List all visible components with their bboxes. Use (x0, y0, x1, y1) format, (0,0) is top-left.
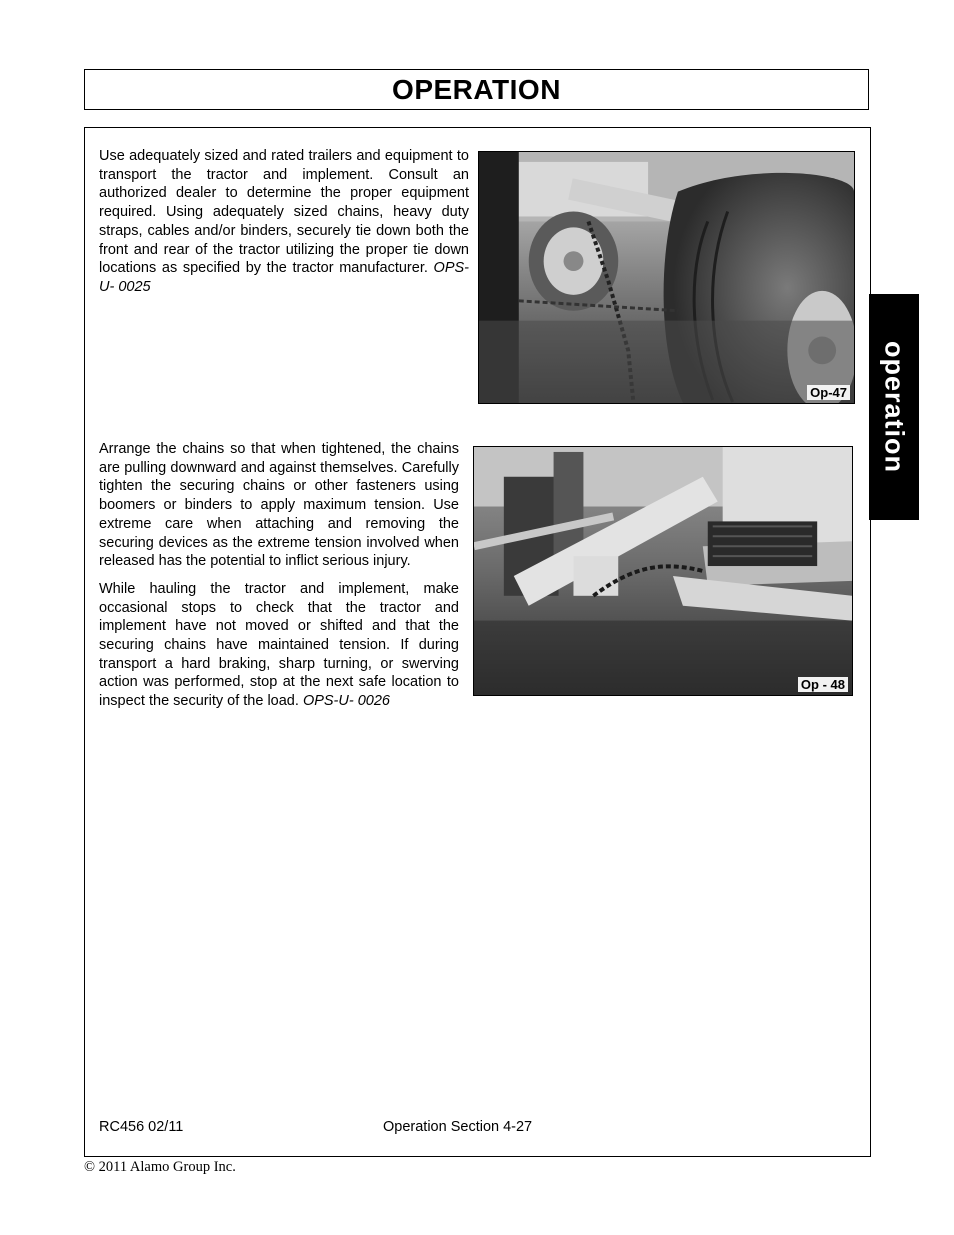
footer-page-number: Operation Section 4-27 (383, 1119, 533, 1135)
page-title: OPERATION (392, 73, 561, 105)
photo-label-op48: Op - 48 (798, 677, 848, 692)
side-tab-label: operation (879, 340, 910, 473)
transport-text: Use adequately sized and rated trailers and equipment to transport the tractor and implement. Consult an authorized dealer to determine the proper equipment required. Using adequately sized chains, heavy duty straps, cables and/or binders, securely tie down both the front and rear of the tractor utilizing the proper tie down locations as specified by the tractor manufacturer. (99, 148, 469, 277)
hauling-code: OPS-U- 0026 (302, 693, 390, 710)
photo-tractor-front-chain (478, 151, 855, 404)
copyright-notice: © 2011 Alamo Group Inc. (84, 1159, 236, 1175)
page-header (84, 69, 869, 110)
chain-instructions (99, 440, 459, 711)
photo-label-op47: Op-47 (807, 385, 850, 400)
chain-tension-paragraph: Arrange the chains so that when tightened, the chains are pulling downward and against themselves. Carefully tighten the securing chains or other fasteners using boomers or binders to apply maximum tension. Use extreme care when attaching and removing the securing devices as the extreme tension involved when released has the potential to inflict serious injury. (99, 441, 459, 570)
section-side-tab (869, 294, 919, 520)
tractor-wheel-chain-image (479, 152, 854, 403)
photo-hitch-chain (473, 446, 853, 696)
transport-code: OPS-U- 0025 (99, 260, 469, 295)
transport-instructions (99, 147, 469, 297)
hauling-text: While hauling the tractor and implement, make occasional stops to check that the tractor and implement have not moved or shifted and that the securing chains have maintained tension. If during transport a hard braking, sharp turning, or swerving action was performed, stop at the next safe location to inspect the security of the load. (99, 580, 459, 710)
hitch-chain-image (474, 447, 852, 695)
hauling-check-paragraph (99, 580, 459, 711)
footer-model: RC456 02/11 (99, 1119, 184, 1135)
